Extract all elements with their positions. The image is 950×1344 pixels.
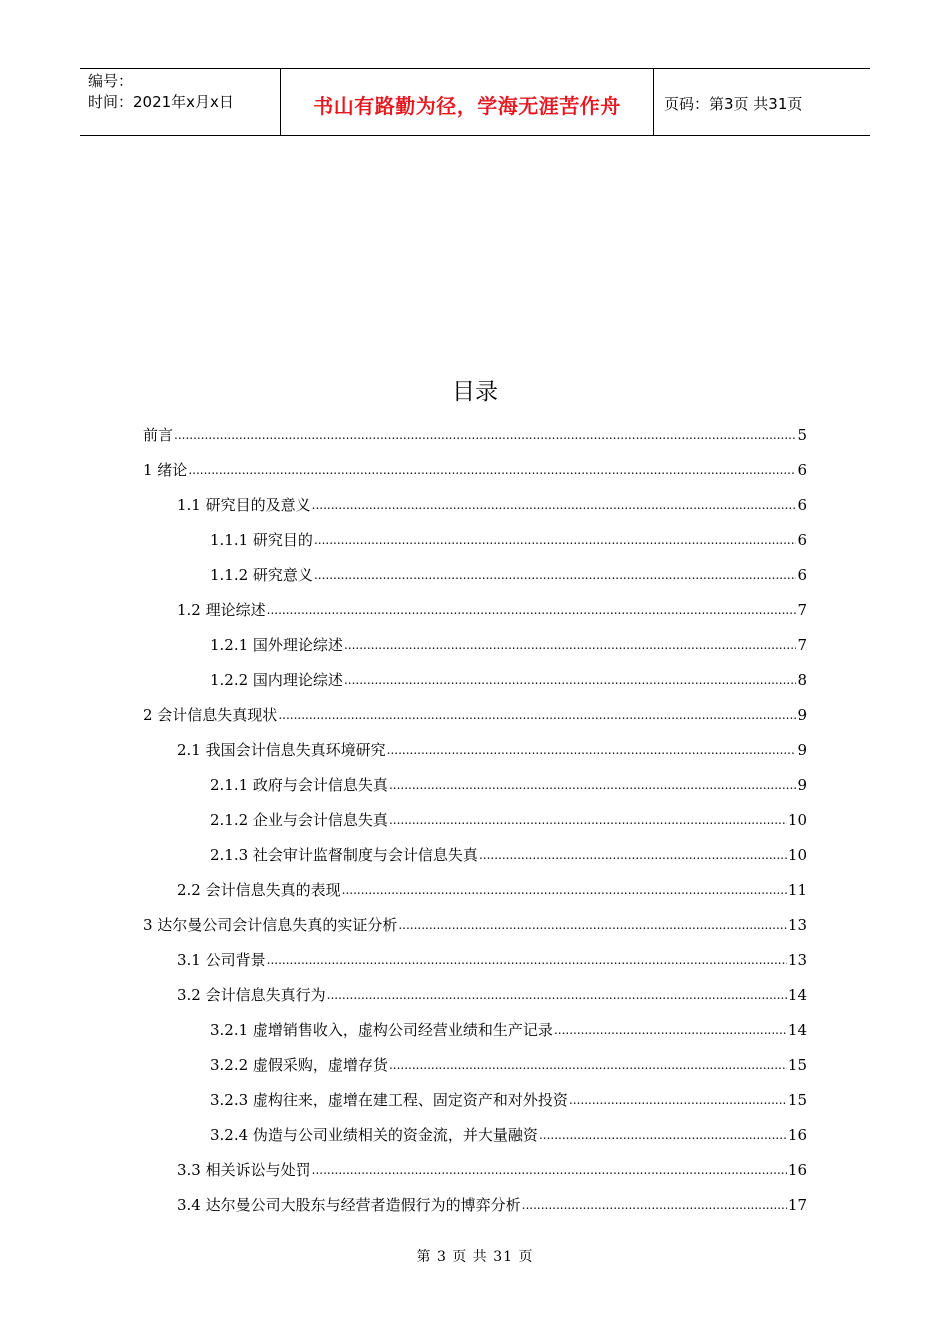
toc-entry-title: 1.2 理论综述 xyxy=(177,601,266,619)
toc-entry-page: 6 xyxy=(797,461,807,479)
toc-dot-leader xyxy=(398,915,787,935)
toc-entry-title: 1.1.2 研究意义 xyxy=(210,566,313,584)
toc-dot-leader xyxy=(344,670,797,690)
toc-entry-title: 3.2.3 虚构往来，虚增在建工程、固定资产和对外投资 xyxy=(210,1091,568,1109)
toc-entry[interactable] xyxy=(143,625,807,660)
toc-entry[interactable] xyxy=(143,1010,807,1045)
toc-entry-title: 1.2.1 国外理论综述 xyxy=(210,636,343,654)
toc-entry-title: 1.1.1 研究目的 xyxy=(210,531,313,549)
toc-dot-leader xyxy=(312,1160,787,1180)
toc-entry[interactable] xyxy=(143,660,807,695)
toc-entry[interactable] xyxy=(143,765,807,800)
toc-entry-page: 9 xyxy=(797,706,807,724)
toc-entry-page: 6 xyxy=(797,566,807,584)
toc-entry-page: 9 xyxy=(797,741,807,759)
toc-dot-leader xyxy=(314,530,797,550)
toc-entry[interactable] xyxy=(143,415,807,450)
toc-entry[interactable] xyxy=(143,1080,807,1115)
toc-dot-leader xyxy=(188,460,796,480)
toc-entry[interactable] xyxy=(143,800,807,835)
toc-entry[interactable] xyxy=(143,1115,807,1150)
toc-entry-title: 2.1 我国会计信息失真环境研究 xyxy=(177,741,386,759)
toc-entry-page: 6 xyxy=(797,496,807,514)
toc-entry[interactable] xyxy=(143,975,807,1010)
toc-entry-title: 1.1 研究目的及意义 xyxy=(177,496,311,514)
toc-entry-page: 9 xyxy=(797,776,807,794)
toc-entry[interactable] xyxy=(143,555,807,590)
toc-entry-title: 2.2 会计信息失真的表现 xyxy=(177,881,341,899)
toc-dot-leader xyxy=(387,740,797,760)
toc-dot-leader xyxy=(569,1090,787,1110)
toc-entry-page: 14 xyxy=(787,1021,807,1039)
toc-entry-title: 3.4 达尔曼公司大股东与经营者造假行为的博弈分析 xyxy=(177,1196,521,1214)
toc-dot-leader xyxy=(522,1195,787,1215)
toc-entry-title: 2.1.1 政府与会计信息失真 xyxy=(210,776,388,794)
document-header xyxy=(80,68,870,136)
toc-entry-title: 3.3 相关诉讼与处罚 xyxy=(177,1161,311,1179)
toc-entry-page: 15 xyxy=(787,1091,807,1109)
toc-dot-leader xyxy=(267,600,797,620)
table-of-contents xyxy=(143,415,807,1220)
toc-entry-page: 8 xyxy=(797,671,807,689)
header-meta-cell xyxy=(80,69,281,135)
toc-entry-page: 10 xyxy=(787,811,807,829)
toc-dot-leader xyxy=(314,565,797,585)
toc-entry[interactable] xyxy=(143,730,807,765)
toc-entry-page: 14 xyxy=(787,986,807,1004)
toc-entry-title: 2 会计信息失真现状 xyxy=(143,706,278,724)
toc-entry-title: 1.2.2 国内理论综述 xyxy=(210,671,343,689)
toc-entry-title: 3.2.1 虚增销售收入，虚构公司经营业绩和生产记录 xyxy=(210,1021,553,1039)
toc-entry[interactable] xyxy=(143,870,807,905)
toc-entry-page: 13 xyxy=(787,916,807,934)
toc-entry[interactable] xyxy=(143,590,807,625)
toc-dot-leader xyxy=(174,425,796,445)
toc-entry[interactable] xyxy=(143,1045,807,1080)
toc-entry-page: 10 xyxy=(787,846,807,864)
toc-dot-leader xyxy=(342,880,787,900)
toc-entry-page: 16 xyxy=(787,1161,807,1179)
toc-entry[interactable] xyxy=(143,940,807,975)
toc-dot-leader xyxy=(312,495,797,515)
toc-entry-title: 3.2.4 伪造与公司业绩相关的资金流，并大量融资 xyxy=(210,1126,538,1144)
motto-text: 书山有路勤为径，学海无涯苦作舟 xyxy=(313,93,621,118)
serial-number-label: 编号： xyxy=(88,72,134,90)
toc-dot-leader xyxy=(389,810,787,830)
header-page-cell xyxy=(654,69,870,135)
toc-entry-page: 5 xyxy=(797,426,807,444)
toc-dot-leader xyxy=(389,1055,787,1075)
header-page-info: 页码：第3页 共31页 xyxy=(664,94,803,113)
toc-title: 目录 xyxy=(452,379,498,405)
toc-dot-leader xyxy=(554,1020,787,1040)
toc-dot-leader xyxy=(344,635,797,655)
toc-entry-title: 1 绪论 xyxy=(143,461,188,479)
toc-entry-page: 16 xyxy=(787,1126,807,1144)
toc-entry[interactable] xyxy=(143,835,807,870)
page-footer: 第 3 页 共 31 页 xyxy=(416,1249,534,1265)
toc-entry-title: 3.1 公司背景 xyxy=(177,951,266,969)
toc-entry[interactable] xyxy=(143,485,807,520)
toc-entry-page: 7 xyxy=(797,601,807,619)
toc-entry[interactable] xyxy=(143,1150,807,1185)
toc-dot-leader xyxy=(278,705,796,725)
toc-entry-page: 11 xyxy=(787,881,807,899)
toc-entry[interactable] xyxy=(143,520,807,555)
toc-dot-leader xyxy=(267,950,787,970)
toc-dot-leader xyxy=(389,775,797,795)
toc-entry-title: 3.2 会计信息失真行为 xyxy=(177,986,326,1004)
toc-entry-title: 3.2.2 虚假采购，虚增存货 xyxy=(210,1056,388,1074)
toc-entry-page: 7 xyxy=(797,636,807,654)
toc-dot-leader xyxy=(479,845,787,865)
toc-entry-page: 17 xyxy=(787,1196,807,1214)
toc-entry-page: 15 xyxy=(787,1056,807,1074)
toc-entry[interactable] xyxy=(143,695,807,730)
date-label: 时间：2021年x月x日 xyxy=(88,93,234,111)
header-motto-cell xyxy=(281,69,654,135)
toc-dot-leader xyxy=(539,1125,787,1145)
toc-entry-title: 3 达尔曼公司会计信息失真的实证分析 xyxy=(143,916,398,934)
toc-entry-title: 2.1.2 企业与会计信息失真 xyxy=(210,811,388,829)
toc-entry[interactable] xyxy=(143,450,807,485)
toc-entry[interactable] xyxy=(143,1185,807,1220)
toc-entry-page: 6 xyxy=(797,531,807,549)
toc-dot-leader xyxy=(327,985,787,1005)
toc-entry-title: 2.1.3 社会审计监督制度与会计信息失真 xyxy=(210,846,478,864)
toc-entry[interactable] xyxy=(143,905,807,940)
toc-entry-title: 前言 xyxy=(143,426,174,444)
toc-entry-page: 13 xyxy=(787,951,807,969)
